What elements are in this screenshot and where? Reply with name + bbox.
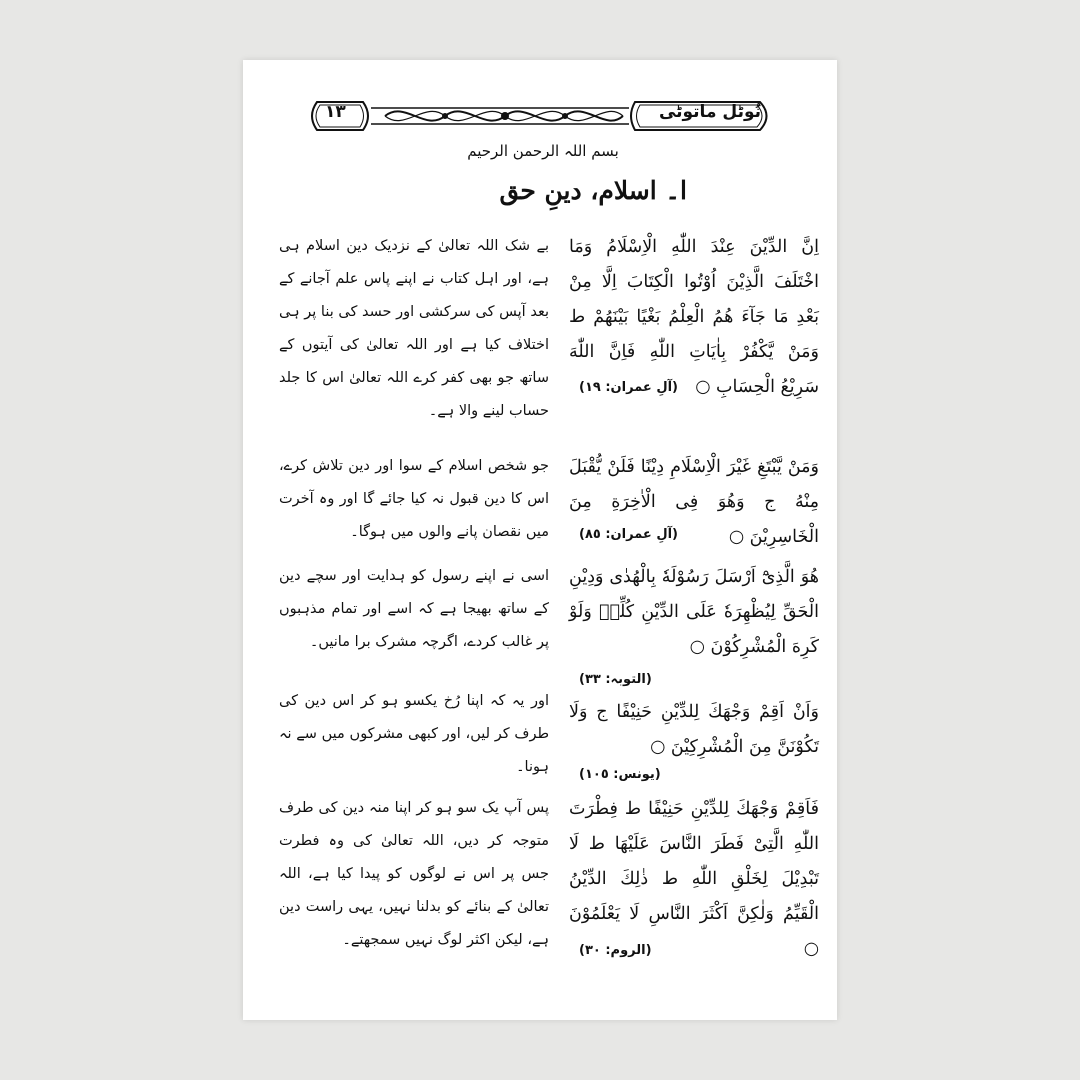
ayah-reference: (آلِ عمران: ٨٥) [579,527,678,542]
ayah-text: هُوَ الَّذِىْٓ اَرْسَلَ رَسُوْلَهٗ بِالْهُدٰى وَدِيْنِ الْحَقِّ لِيُظْهِرَهٗ عَلَى الدِّيْنِ كُلِّهٖ وَلَوْ كَرِهَ الْمُشْرِكُوْنَ ○ [569,567,819,657]
page-header [305,96,775,136]
book-page [243,60,837,1020]
translation-text: بے شک اللہ تعالیٰ کے نزدیک دین اسلام ہی ہے، اور اہل کتاب نے اپنے پاس علم آجانے کے بعد آپس کی سرکشی اور حسد کی بنا پر ہی اختلاف کیا ہے اور اللہ تعالیٰ کی آیتوں کے ساتھ جو بھی کفر کرے اللہ تعالیٰ اس کا جلد حساب لینے والا ہے۔ [279,238,549,419]
page-number: ١٣ [325,102,346,122]
ayah-reference: (آلِ عمران: ١٩) [579,380,678,395]
book-title: نُوٹل ماتوٹی [658,102,761,122]
ayah-text: وَاَنْ اَقِمْ وَجْهَكَ لِلدِّيْنِ حَنِيْفًا ج وَلَا تَكُوْنَنَّ مِنَ الْمُشْرِكِيْنَ ○ [569,702,819,757]
ayah-text: فَاَقِمْ وَجْهَكَ لِلدِّيْنِ حَنِيْفًا ط فِطْرَتَ اللّٰهِ الَّتِىْ فَطَرَ النَّاسَ عَلَيْهَا ط لَا تَبْدِيْلَ لِخَلْقِ اللّٰهِ ط ذٰلِكَ الدِّيْنُ الْقَيِّمُ وَلٰكِنَّ اَكْثَرَ النَّاسِ لَا يَعْلَمُوْنَ ○ [569,799,819,959]
bismillah: بسم اللہ الرحمن الرحیم [467,142,619,160]
ayah-text: وَمَنْ يَّبْتَغِ غَيْرَ الْاِسْلَامِ دِيْنًا فَلَنْ يُّقْبَلَ مِنْهُ ج وَهُوَ فِى الْاٰخِرَةِ مِنَ الْخَاسِرِيْنَ ○ [569,457,819,547]
chapter-title: ا۔ اسلام، دینِ حق [499,176,687,205]
ayah-text: اِنَّ الدِّيْنَ عِنْدَ اللّٰهِ الْاِسْلَامُ وَمَا اخْتَلَفَ الَّذِيْنَ اُوْتُوا الْكِتَابَ اِلَّا مِنْ بَعْدِ مَا جَآءَ هُمُ الْعِلْمُ بَغْيًا بَيْنَهُمْ ط وَمَنْ يَّكْفُرْ بِاٰيَاتِ اللّٰهِ فَاِنَّ اللّٰهَ سَرِيْعُ الْحِسَابِ ○ [569,237,819,397]
ayah-reference: (التوبہ: ٣٣) [579,672,652,687]
translation-text: پس آپ یک سو ہو کر اپنا منہ دین کی طرف متوجہ کر دیں، اللہ تعالیٰ کی وہ فطرت جس پر اس نے لوگوں کو پیدا کیا ہے، اللہ تعالیٰ کے بنائے کو بدلنا نہیں، یہی راست دین ہے، لیکن اکثر لوگ نہیں سمجھتے۔ [279,800,549,948]
translation-text: اور یہ کہ اپنا رُخ یکسو ہو کر اس دین کی طرف کر لیں، اور کبھی مشرکوں میں سے نہ ہونا۔ [279,693,549,775]
translation-text: جو شخص اسلام کے سوا اور دین تلاش کرے، اس کا دین قبول نہ کیا جائے گا اور وہ آخرت میں نقصان پانے والوں میں ہوگا۔ [279,458,549,540]
translation-text: اسی نے اپنے رسول کو ہدایت اور سچے دین کے ساتھ بھیجا ہے کہ اسے اور تمام مذہبوں پر غالب کردے، اگرچہ مشرک برا مانیں۔ [279,568,549,650]
ayah-reference: (الروم: ٣٠) [579,943,652,958]
ayah-reference: (یونس: ١٠٥) [579,767,661,782]
